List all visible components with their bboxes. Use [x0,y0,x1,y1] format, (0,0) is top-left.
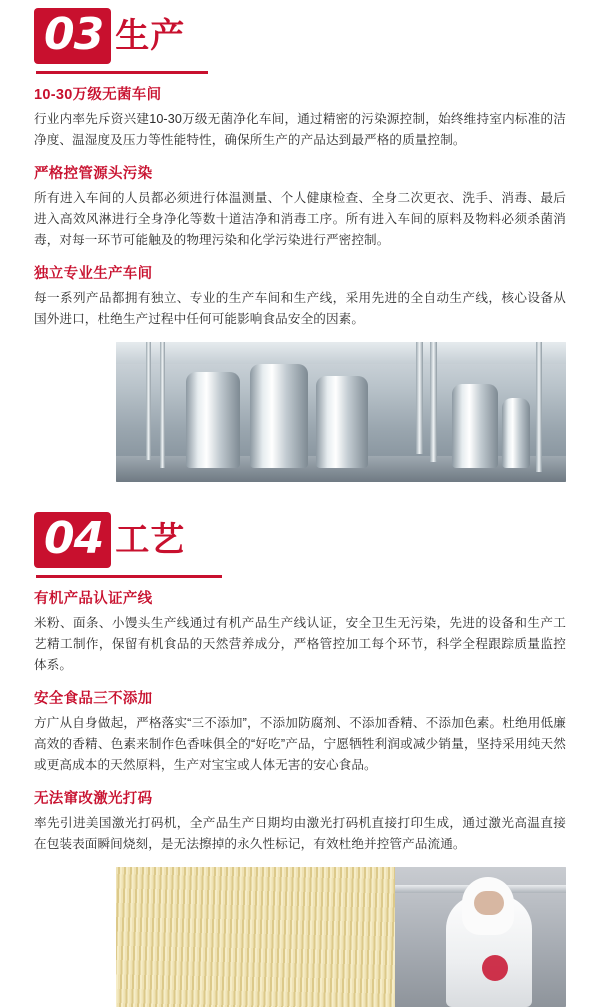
photo-tank [186,372,240,468]
photo-worker-face [474,891,504,915]
photo-pipe [536,342,542,472]
subsection-text-03-2: 所有进入车间的人员都必须进行体温测量、个人健康检查、全身二次更衣、洗手、消毒、最后进入高效风淋进行全身净化等数十道洁净和消毒工序。所有进入车间的原料及物料必须杀菌消毒，对每一环节可能触及的物理污染和化学污染进行严密控制。 [34,191,566,247]
section-underline-03 [36,71,208,74]
photo-pipe [430,342,437,462]
photo-ceiling [116,342,566,364]
section-number-badge-04 [34,512,111,568]
section-header-03 [34,8,566,72]
photo-pipe [146,342,151,460]
subsection-text-04-3: 率先引进美国激光打码机，全产品生产日期均由激光打码机直接打印生成，通过激光高温直接在包装表面瞬间烧刻，是无法擦掉的永久性标记，有效杜绝并控管产品流通。 [34,816,566,851]
section-header-04 [34,512,566,576]
subsection-heading-04-3: 无法窜改激光打码 [34,791,153,807]
subsection-heading-03-1: 10-30万级无菌车间 [34,87,162,103]
section-badge-group-04 [34,512,566,568]
subsection-heading-04-2: 安全食品三不添加 [34,691,153,707]
subsection-heading-04-1: 有机产品认证产线 [34,591,153,607]
photo-tank [452,384,498,468]
subsection-text-04-1: 米粉、面条、小馒头生产线通过有机产品生产线认证，安全卫生无污染，先进的设备和生产工艺精工制作，保留有机食品的天然营养成分，严格管控加工每个环节，科学全程跟踪质量监控体系。 [34,616,566,672]
subsection-heading-03-3: 独立专业生产车间 [34,266,153,282]
section-number-03: 03 [44,9,104,60]
section-title-03: 生产 [115,16,186,56]
section-number-04: 04 [44,513,104,564]
photo-noodles [116,867,395,1007]
document-page [0,8,600,871]
section-number-badge-03 [34,8,111,64]
section-underline-04 [36,575,222,578]
subsection-text-04-2: 方广从自身做起，严格落实“三不添加”，不添加防腐剂、不添加香精、不添加色素。杜绝用低廉高效的香精、色素来制作色香味俱全的“好吃”产品，宁愿牺牲利润或减少销量，坚持采用纯天然或更高成本的天然原料，生产对宝宝或人体无害的安心食品。 [34,716,566,772]
photo-pipe [160,342,165,468]
subsection-text-03-3: 每一系列产品都拥有独立、专业的生产车间和生产线，采用先进的全自动生产线，核心设备从国外进口，杜绝生产过程中任何可能影响食品安全的因素。 [34,291,566,326]
photo-pipe [416,342,423,454]
photo-worker-logo [482,955,508,981]
production-workshop-photo [116,342,566,482]
section-badge-group-03 [34,8,566,64]
noodle-production-photo [116,867,566,1007]
photo-tank [316,376,368,468]
section-title-04: 工艺 [115,520,186,560]
photo-tank [502,398,530,468]
subsection-text-03-1: 行业内率先斥资兴建10-30万级无菌净化车间，通过精密的污染源控制，始终维持室内标准的洁净度、温湿度及压力等性能特性，确保所生产的产品达到最严格的质量控制。 [34,112,566,147]
subsection-heading-03-2: 严格控管源头污染 [34,166,153,182]
photo-tank [250,364,308,468]
